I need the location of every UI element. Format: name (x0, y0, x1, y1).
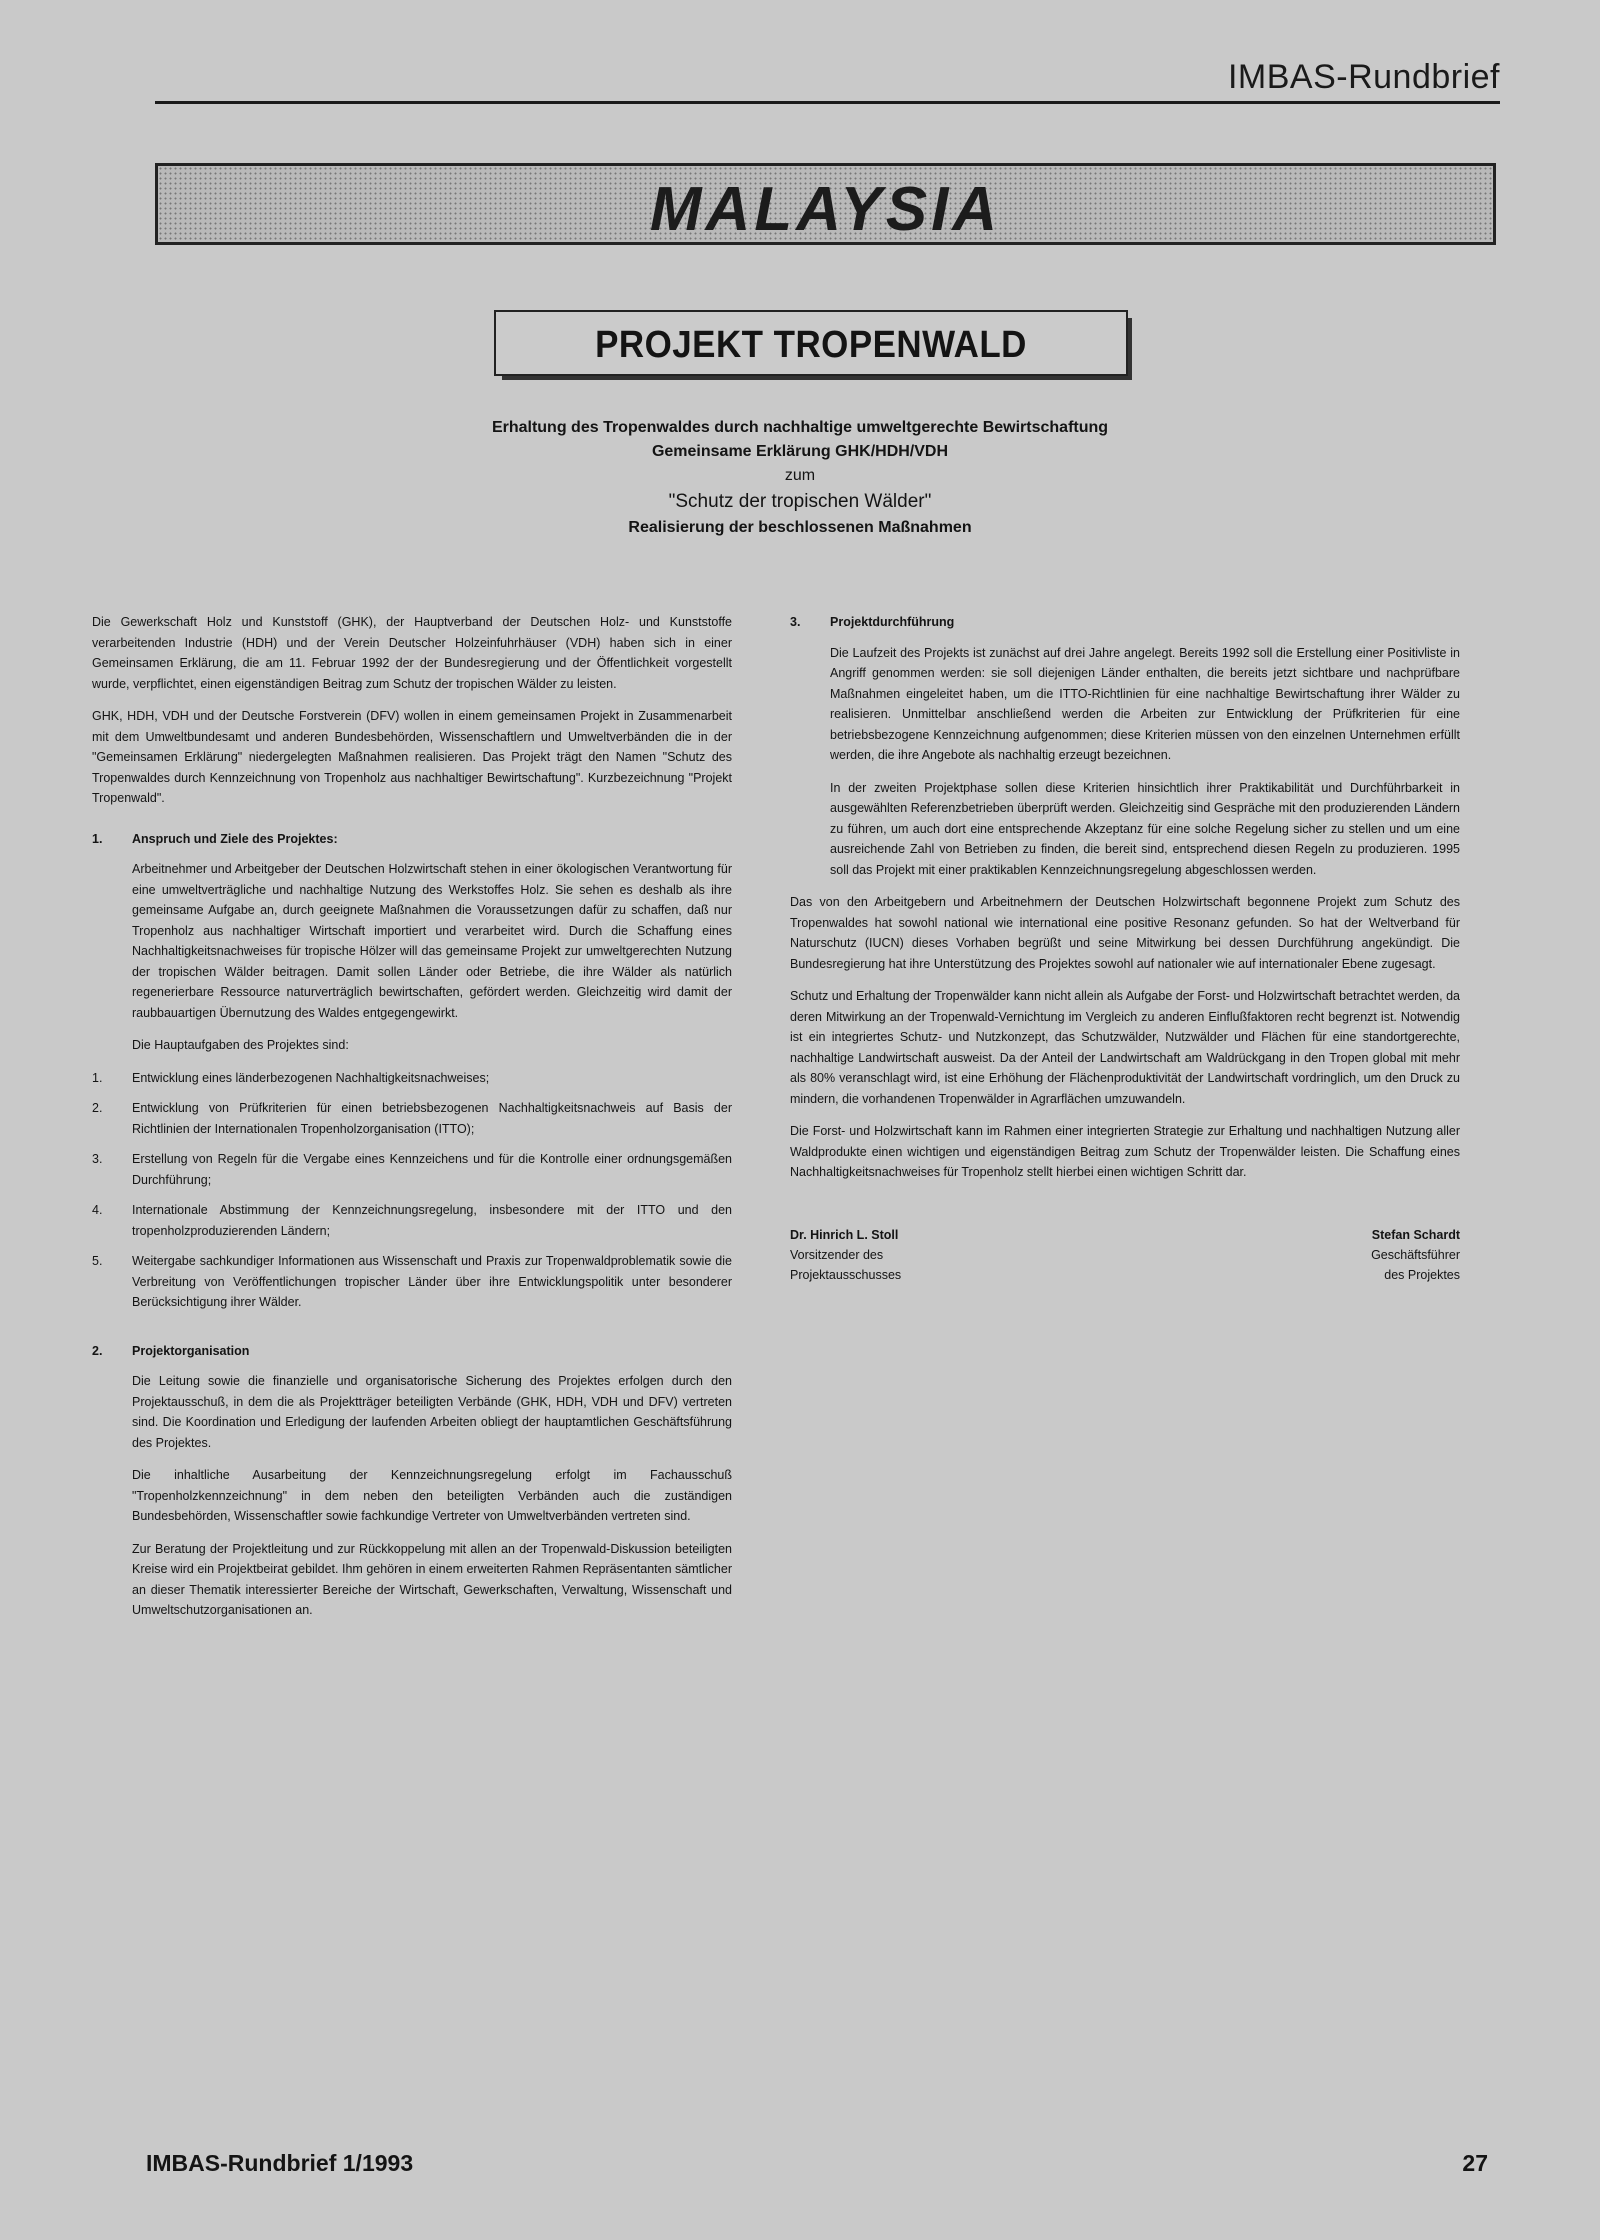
subtitle-line-5: Realisierung der beschlossenen Maßnahmen (628, 519, 972, 536)
section-3-number: 3. (790, 615, 801, 629)
project-box-shadow-right (1128, 318, 1132, 380)
right-column (790, 612, 1460, 1285)
section-3-paragraph-2: In der zweiten Projektphase sollen diese Kriterien hinsichtlich ihrer Praktikabilität und Durchführbarkeit in ausgewählten Referenzbetrieben überprüft werden. Gleichzeitig sind Gespräche mit den produzierenden Ländern zu führen, um auch dort eine entsprechende Akzeptanz für eine solche Regelung sicher zu stellen und um eine ausreichende Zahl von Betrieben zu finden, die bereit sind, entsprechend diesen Regeln zu produzieren. 1995 soll das Projekt mit einer praktikablen Kennzeichnungsregelung abgeschlossen werden. (830, 780, 1460, 877)
task-number: 5. (92, 1254, 103, 1268)
paragraph-strategie: Die Forst- und Holzwirtschaft kann im Rahmen einer integrierten Strategie zur Erhaltung und nachhaltigen Nutzung aller Waldprodukte einen wichtigen und eigenständigen Beitrag zum Schutz der Tropenwälder leisten. Die Schaffung eines Nachhaltigkeitsnachweises für Tropenholz stellt hierbei einen wichtigen Schritt dar. (790, 1124, 1460, 1179)
task-number: 4. (92, 1203, 103, 1217)
task-text: Entwicklung eines länderbezogenen Nachhaltigkeitsnachweises; (132, 1070, 490, 1085)
task-text: Erstellung von Regeln für die Vergabe eines Kennzeichens und für die Kontrolle einer ordnungsgemäßen Durchführung; (132, 1152, 732, 1187)
task-number: 2. (92, 1101, 103, 1115)
section-2-title: Projektorganisation (132, 1343, 250, 1358)
section-1-paragraph-2: Die Hauptaufgaben des Projektes sind: (132, 1038, 349, 1052)
left-column (92, 612, 732, 1633)
country-title: MALAYSIA (649, 175, 1002, 244)
task-item (92, 1149, 732, 1190)
task-item (92, 1251, 732, 1313)
running-head: IMBAS-Rundbrief (1227, 58, 1500, 96)
signature-block (790, 1225, 1460, 1285)
intro-paragraph-2: GHK, HDH, VDH und der Deutsche Forstverein (DFV) wollen in einem gemeinsamen Projekt in Zusammenarbeit mit dem Umweltbundesamt und anderen Bundesbehörden, Wissenschaftlern und Umweltverbänden die in der "Gemeinsamen Erklärung" niedergelegten Maßnahmen realisieren. Das Projekt trägt den Namen "Schutz des Tropenwaldes durch Kennzeichnung von Tropenholz aus nachhaltiger Bewirtschaftung". Kurzbezeichnung "Projekt Tropenwald". (92, 709, 732, 805)
project-box-shadow-bottom (502, 376, 1132, 380)
intro-paragraph-1: Die Gewerkschaft Holz und Kunststoff (GHK), der Hauptverband der Deutschen Holz- und Kunststoffe verarbeitenden Industrie (HDH) und der Verein Deutscher Holzeinfuhrhäuser (VDH) haben sich in einer Gemeinsamen Erklärung, die am 11. Februar 1992 der der Bundesregierung und der Öffentlichkeit vorgestellt wurde, verpflichtet, einen eigenständigen Beitrag zum Schutz der tropischen Wälder zu leisten. (92, 615, 732, 691)
subtitle-line-1: Erhaltung des Tropenwaldes durch nachhaltige umweltgerechte Bewirtschaftung (491, 419, 1109, 436)
section-2-paragraph-3: Zur Beratung der Projektleitung und zur Rückkoppelung mit allen an der Tropenwald-Diskussion beteiligten Kreise wird ein Projektbeirat gebildet. Ihm gehören in einem erweiterten Rahmen Repräsentanten sämtlicher an dieser Thematik interessierter Bereiche der Wirtschaft, Gewerkschaften, Verwaltung, Wissenschaft und Umweltschutzorganisationen an. (132, 1541, 732, 1617)
task-text: Internationale Abstimmung der Kennzeichnungsregelung, insbesondere mit der ITTO und den tropenholzproduzierenden Ländern; (132, 1203, 732, 1238)
country-banner (155, 163, 1496, 245)
task-number: 1. (92, 1070, 103, 1085)
section-3-heading (790, 612, 1460, 633)
section-1-number: 1. (92, 831, 103, 846)
section-2-heading (92, 1341, 732, 1362)
signatory-name: Dr. Hinrich L. Stoll (790, 1227, 899, 1242)
section-3-paragraph-1: Die Laufzeit des Projekts ist zunächst auf drei Jahre angelegt. Bereits 1992 soll die Erstellung einer Positivliste in Angriff genommen werden: sie soll diejenigen Länder enthalten, die bereits jetzt sichtbare und nachprüfbare Maßnahmen eingeleitet haben, um die ITTO-Richtlinien für eine nachhaltige Bewirtschaftung ihrer Wälder zu realisieren. Unmittelbar anschließend werden die Arbeiten zur Entwicklung der Prüfkriterien für eine betriebsbezogene Kennzeichnung aufgenommen; diese Kriterien müssen von den einzelnen Unternehmen erfüllt werden, die ihre Angebote als nachhaltig erzeugt bezeichnen. (830, 645, 1460, 762)
task-item (92, 1098, 732, 1139)
signatory-role: Vorsitzender des (790, 1247, 884, 1262)
task-item (92, 1200, 732, 1241)
header-rule (155, 101, 1500, 104)
section-1-title: Anspruch und Ziele des Projektes: (132, 831, 338, 846)
section-1-heading (92, 829, 732, 850)
task-item (92, 1068, 732, 1089)
task-number: 3. (92, 1152, 103, 1166)
signatory-role: des Projektes (1384, 1267, 1460, 1282)
signature-left (790, 1225, 901, 1285)
section-1-paragraph-1: Arbeitnehmer und Arbeitgeber der Deutschen Holzwirtschaft stehen in einer ökologischen Verantwortung für eine umweltverträgliche und nachhaltige Nutzung des Werkstoffes Holz. Sie sehen es deshalb als ihre gemeinsame Aufgabe an, durch geeignete Maßnahmen die Voraussetzungen dafür zu schaffen, daß nur Tropenholz aus nachhaltiger Wirtschaft importiert und verarbeitet wird. Durch die Schaffung eines Nachhaltigkeitsnachweises für tropische Hölzer will das gemeinsame Projekt zur umweltgerechten Nutzung der tropischen Wälder beitragen. Damit sollen Länder oder Betriebe, die ihre Wälder als natürlich regenerierbare Ressource naturverträglich bewirtschaften, gefördert werden. Gleichzeitig wird damit der raubbauartigen Übernutzung des Waldes entgegengewirkt. (132, 862, 732, 1020)
subtitle-block (300, 416, 1300, 540)
task-text: Entwicklung von Prüfkriterien für einen betriebsbezogenen Nachhaltigkeitsnachweis auf Basis der Richtlinien der Internationalen Tropenholzorganisation (ITTO); (132, 1101, 732, 1136)
signatory-role: Projektausschusses (790, 1267, 902, 1282)
subtitle-line-3: zum (784, 467, 816, 484)
signatory-name: Stefan Schardt (1371, 1227, 1460, 1242)
task-text: Weitergabe sachkundiger Informationen aus Wissenschaft und Praxis zur Tropenwaldproblematik sowie die Verbreitung von Veröffentlichungen tropischer Länder über ihre Entwicklungspolitik unter besonderer Berücksichtigung ihrer Wälder. (132, 1254, 732, 1309)
project-title: PROJEKT TROPENWALD (595, 324, 1027, 366)
section-2-paragraph-1: Die Leitung sowie die finanzielle und organisatorische Sicherung des Projektes erfolgen durch den Projektausschuß, in dem die als Projektträger beteiligten Verbände (GHK, HDH, VDH und DFV) vertreten sind. Die Koordination und Erledigung der laufenden Arbeiten obliegt der hauptamtlichen Geschäftsführung des Projektes. (132, 1374, 732, 1450)
subtitle-line-2: Gemeinsame Erklärung GHK/HDH/VDH (651, 443, 949, 460)
signature-right (1371, 1225, 1460, 1285)
section-3-title: Projektdurchführung (830, 615, 955, 629)
signatory-role: Geschäftsführer (1371, 1247, 1460, 1262)
paragraph-resonanz: Das von den Arbeitgebern und Arbeitnehmern der Deutschen Holzwirtschaft begonnene Projekt zum Schutz des Tropenwaldes hat sowohl national wie international eine positive Resonanz gefunden. So hat der Weltverband für Naturschutz (IUCN) dieses Vorhaben begrüßt und seine Mitwirkung bei dessen Durchführung angekündigt. Die Bundesregierung hat ihre Unterstützung des Projektes sowohl auf nationaler wie auf internationaler Ebene zugesagt. (790, 895, 1460, 971)
section-2-paragraph-2: Die inhaltliche Ausarbeitung der Kennzeichnungsregelung erfolgt im Fachausschuß "Tropenholzkennzeichnung" in dem neben den beteiligten Verbänden auch die zuständigen Bundesbehörden, Wissenschaftler sowie fachkundige Vertreter von Umweltverbänden vertreten sind. (132, 1468, 732, 1523)
footer-issue: IMBAS-Rundbrief 1/1993 (146, 2150, 414, 2176)
subtitle-line-4: "Schutz der tropischen Wälder" (668, 491, 932, 512)
section-2-number: 2. (92, 1343, 103, 1358)
page-number: 27 (1462, 2150, 1488, 2176)
project-title-box (494, 310, 1128, 376)
paragraph-schutz: Schutz und Erhaltung der Tropenwälder kann nicht allein als Aufgabe der Forst- und Holzwirtschaft betrachtet werden, da deren Mitwirkung an der Tropenwald-Vernichtung im Vergleich zu anderen Einflußfaktoren recht begrenzt ist. Notwendig ist ein integriertes Schutz- und Nutzkonzept, das Schutzwälder, Nutzwälder und Flächen für eine standortgerechte, nachhaltige Landwirtschaft ausweist. Da der Anteil der Landwirtschaft am Waldrückgang in den Tropen global mit mehr als 80% veranschlagt wird, ist eine Erhöhung der Flächenproduktivität der Landwirtschaft vordringlich, um den Druck zu mindern, die vorhandenen Tropenwälder in Agrarflächen umzuwandeln. (790, 989, 1460, 1106)
